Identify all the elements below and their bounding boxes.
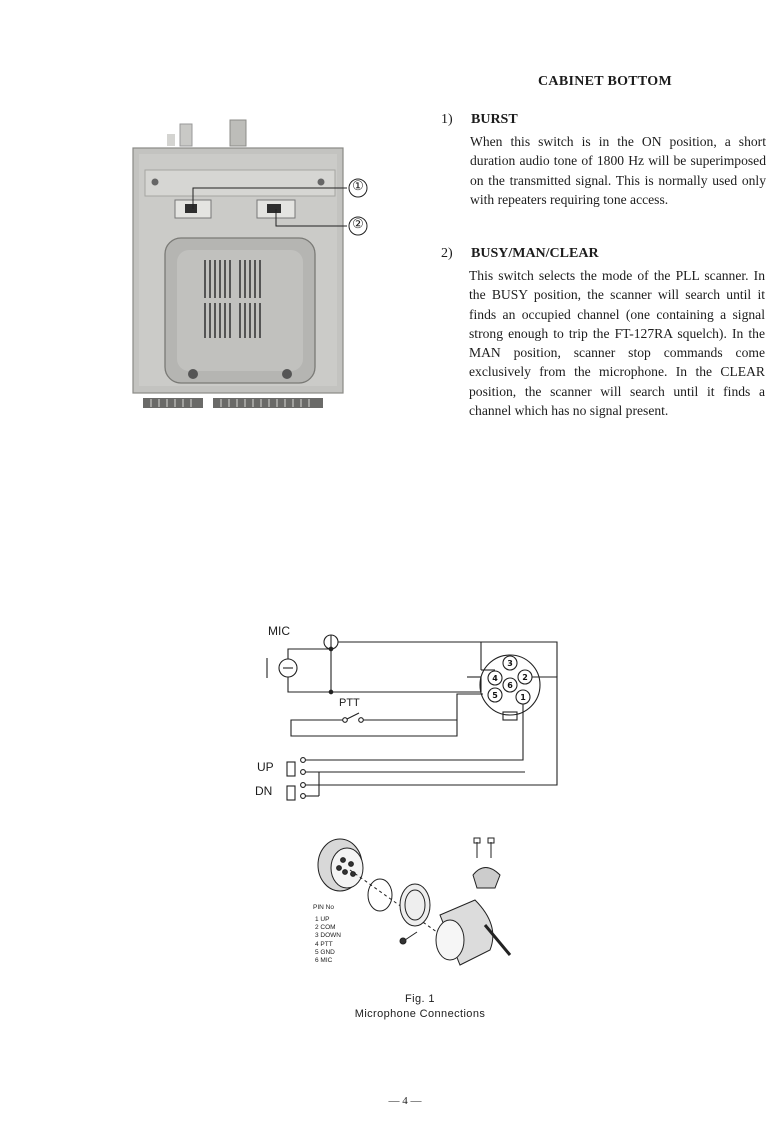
item-1-number: 1)	[441, 112, 453, 127]
item-2-text: This switch selects the mode of the PLL scanner. In the BUSY position, the scanner will search until it finds an occupied channel (one containing a signal strong enough to trip the FT-127RA squelch). In the MAN position, scanner stop commands come exclusively from the microphone. In the CLEAR position, the scanner will search until it finds a channel which has no signal present.	[469, 268, 765, 419]
cabinet-bottom-photo	[125, 118, 375, 413]
pin-1: 1	[520, 693, 526, 702]
figure-caption: Microphone Connections	[354, 1008, 486, 1020]
pin-list	[315, 916, 341, 965]
pin-4: 4	[492, 674, 498, 683]
pin-list-item: 5 GND	[315, 948, 335, 956]
pin-5: 5	[492, 691, 498, 700]
callout-2: ②	[352, 216, 364, 231]
callout-1: ①	[352, 178, 364, 193]
page-number: — 4 —	[388, 1095, 422, 1107]
pin-list-item: 2 COM	[315, 924, 336, 932]
section-title: CABINET BOTTOM	[538, 74, 672, 89]
pin-list-item: 6 MIC	[315, 957, 333, 965]
up-label: UP	[257, 760, 274, 774]
item-2-heading: BUSY/MAN/CLEAR	[471, 246, 599, 261]
item-2-number: 2)	[441, 246, 453, 261]
pin-list-header: PIN No	[313, 904, 334, 911]
mic-label: MIC	[268, 624, 290, 638]
dn-label: DN	[255, 784, 273, 798]
pin-2: 2	[522, 673, 528, 682]
item-1-heading: BURST	[471, 112, 518, 127]
pin-6: 6	[507, 681, 513, 690]
wiring-schematic	[255, 630, 575, 810]
pin-list-item: 1 UP	[315, 916, 330, 923]
pin-list-item: 3 DOWN	[315, 932, 341, 940]
ptt-label: PTT	[339, 697, 360, 709]
pin-list-item: 4 PTT	[315, 940, 333, 948]
figure-number: Fig. 1	[405, 993, 435, 1005]
pin-3: 3	[507, 659, 513, 668]
item-1-text: When this switch is in the ON position, a short duration audio tone of 1800 Hz will be superimposed on the transmitted signal. This is normally used only with repeaters requiring tone access.	[470, 134, 766, 207]
